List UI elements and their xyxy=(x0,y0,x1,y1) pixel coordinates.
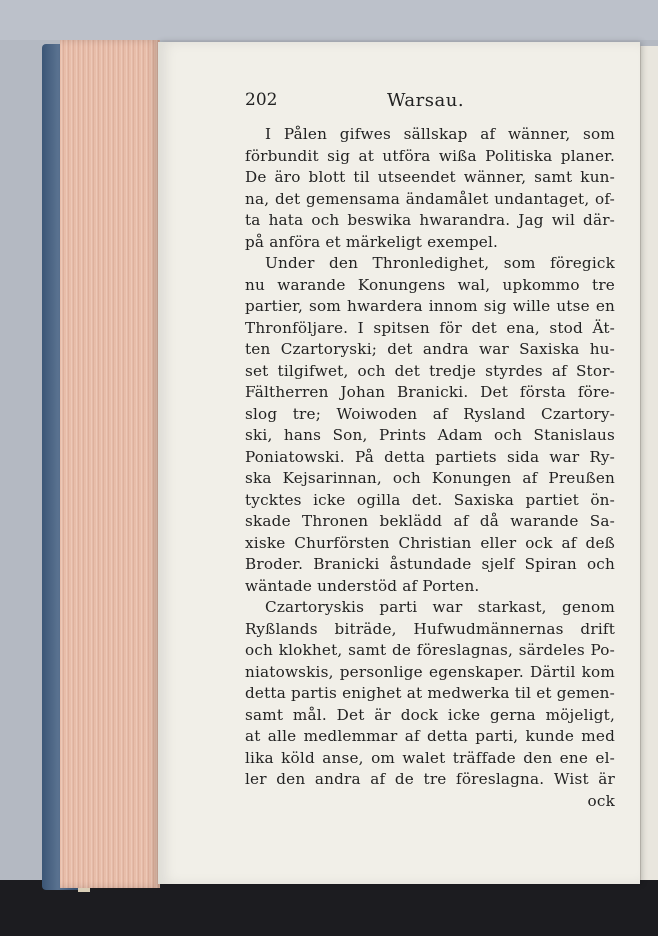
text-line: Under den Thronledighet, som föregick xyxy=(265,254,615,272)
text-line: De äro blott til utseendet wänner, samt kun- xyxy=(245,168,615,186)
text-line: ta hata och beswika hwarandra. Jag wil där- xyxy=(245,211,615,229)
text-line: och klokhet, samt de föreslagnas, särdeles Po- xyxy=(245,641,615,659)
dark-background-strip xyxy=(0,880,658,936)
text-line: niatowskis, personlige egenskaper. Därtil kom xyxy=(245,662,615,681)
text-line: partier, som hwardera innom sig wille utse en xyxy=(245,297,615,315)
background xyxy=(0,0,658,40)
facing-page-edge xyxy=(640,46,658,880)
text-line: ten Czartoryski; det andra war Saxiska hu- xyxy=(245,340,615,358)
running-title: Warsau. xyxy=(387,90,465,111)
text-line: Poniatowski. På detta partiets sida war Ry- xyxy=(245,447,615,466)
text-line: Ryßlands biträde, Hufwudmännernas drift xyxy=(245,619,615,638)
page-header xyxy=(245,90,615,124)
text-line: ska Kejsarinnan, och Konungen af Preußen xyxy=(245,469,615,487)
text-line: Fältherren Johan Branicki. Det första före- xyxy=(245,383,615,401)
text-line: Thronföljare. I spitsen för det ena, stod Ät- xyxy=(245,318,615,337)
text-line: nu warande Konungens wal, upkommo tre xyxy=(245,275,615,294)
text-line: ski, hans Son, Prints Adam och Stanislaus xyxy=(245,426,615,444)
page-number: 202 xyxy=(245,90,278,110)
page-edges xyxy=(60,40,160,888)
text-line: på anföra et märkeligt exempel. xyxy=(245,232,499,251)
text-line: Czartoryskis parti war starkast, genom xyxy=(265,598,615,616)
text-line: förbundit sig at utföra wißa Politiska planer. xyxy=(245,146,615,165)
text-line: detta partis enighet at medwerka til et gemen- xyxy=(245,684,615,702)
text-line: xiske Churförsten Christian eller ock af deß xyxy=(245,533,615,552)
text-line: wäntade understöd af Porten. xyxy=(245,576,480,595)
text-line: samt mål. Det är dock icke gerna möjeligt, xyxy=(245,705,615,724)
text-line: I Pålen gifwes sällskap af wänner, som xyxy=(265,125,615,143)
catchword: ock xyxy=(587,791,615,810)
text-line: tycktes icke ogilla det. Saxiska partiet ön- xyxy=(245,490,615,509)
text-line: skade Thronen beklädd af då warande Sa- xyxy=(245,512,615,530)
text-line: at alle medlemmar af detta parti, kunde med xyxy=(245,727,615,745)
text-line: Broder. Branicki åstundade sjelf Spiran och xyxy=(245,555,615,573)
text-line: set tilgifwet, och det tredje styrdes af Stor- xyxy=(245,361,615,380)
text-line: ler den andra af de tre föreslagna. Wist är xyxy=(245,770,615,788)
page-text-block xyxy=(245,90,615,812)
body-text xyxy=(245,124,615,812)
text-line: na, det gemensama ändamålet undantaget, of- xyxy=(245,189,615,208)
text-line: slog tre; Woiwoden af Rysland Czartory- xyxy=(245,404,615,423)
text-line: lika köld anse, om walet träffade den ene el- xyxy=(245,748,615,767)
